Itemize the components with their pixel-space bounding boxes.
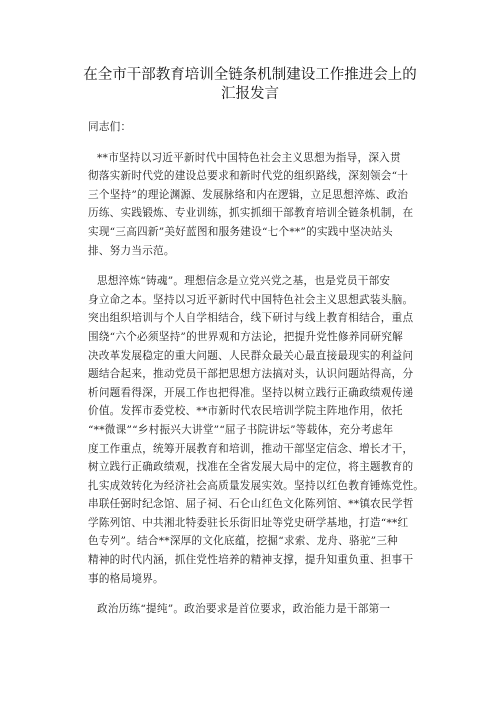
paragraph-line: 历练、实践锻炼、专业训练，抓实抓细干部教育培训全链条机制，在 (88, 207, 414, 220)
paragraph-line: 精神的时代内涵，抓住党性培养的精神支撑，提升知重负重、担事干 (88, 554, 414, 567)
paragraph-line: 围绕“六个必须坚持”的世界观和方法论，把提升党性修养同研究解 (88, 330, 403, 343)
paragraph-line: 事的格局境界。 (88, 572, 164, 585)
paragraph-line: 突出组织培训与个人自学相结合，线下研讨与线上教育相结合，重点 (88, 312, 414, 325)
paragraph-line: “**微课”“乡村振兴大讲堂”“屈子书院讲坛”等载体，充分考虑年 (88, 423, 394, 436)
paragraph-line: **市坚持以习近平新时代中国特色社会主义思想为指导，深入贯 (97, 151, 401, 164)
paragraph-line: 实现“三高四新”美好蓝图和服务建设“七个**”的实践中坚决站头 (88, 225, 393, 238)
paragraph-line: 彻落实新时代党的建设总要求和新时代党的组织路线，深刻领会“十 (88, 170, 409, 183)
document-body (88, 118, 433, 619)
paragraph-line: 思想淬炼“铸魂”。理想信念是立党兴党之基，也是党员干部安 (97, 275, 391, 288)
paragraph-3 (88, 600, 433, 619)
paragraph-line: 排、努力当示范。 (88, 244, 175, 257)
title-line-1: 在全市干部教育培训全链条机制建设工作推进会上的 (83, 67, 417, 83)
document-title (60, 66, 440, 104)
paragraph-2 (88, 272, 433, 588)
paragraph-line: 身立命之本。坚持以习近平新时代中国特色社会主义思想武装头脑。 (88, 293, 414, 306)
paragraph-line: 价值。发挥市委党校、**市新时代农民培训学院主阵地作用，依托 (88, 405, 403, 418)
paragraph-line: 扎实成效转化为经济社会高质量发展实效。坚持以红色教育锤炼党性。 (88, 479, 425, 492)
paragraph-line: 题结合起来，推动党员干部把思想方法搞对头，认识问题站得高，分 (88, 368, 414, 381)
paragraph-line: 色专列”。结合**深厚的文化底蕴，挖掘“求索、龙舟、骆驼”三种 (88, 535, 399, 548)
paragraph-line: 析问题看得深，开展工作也把得准。坚持以树立践行正确政绩观传递 (88, 386, 414, 399)
paragraph-line: 决改革发展稳定的重大问题、人民群众最关心最直接最现实的利益问 (88, 349, 414, 362)
paragraph-line: 度工作重点，统筹开展教育和培训，推动干部坚定信念、增长才干， (88, 442, 414, 455)
paragraph-line: 三个坚持”的理论渊源、发展脉络和内在逻辑，立足思想淬炼、政治 (88, 188, 409, 201)
paragraph-line: 串联任弼时纪念馆、屈子祠、石仑山红色文化陈列馆、**镇农民学哲 (88, 498, 414, 511)
paragraph-line: 学陈列馆、中共湘北特委驻长乐街旧址等党史研学基地，打造“**红 (88, 516, 409, 529)
salutation: 同志们： (88, 121, 132, 133)
title-line-2: 汇报发言 (221, 86, 279, 102)
paragraph-line: 政治历练“提纯”。政治要求是首位要求，政治能力是干部第一 (97, 603, 391, 616)
paragraph-line: 树立践行正确政绩观，找准在全省发展大局中的定位，将主题教育的 (88, 461, 414, 474)
paragraph-1 (88, 149, 433, 261)
